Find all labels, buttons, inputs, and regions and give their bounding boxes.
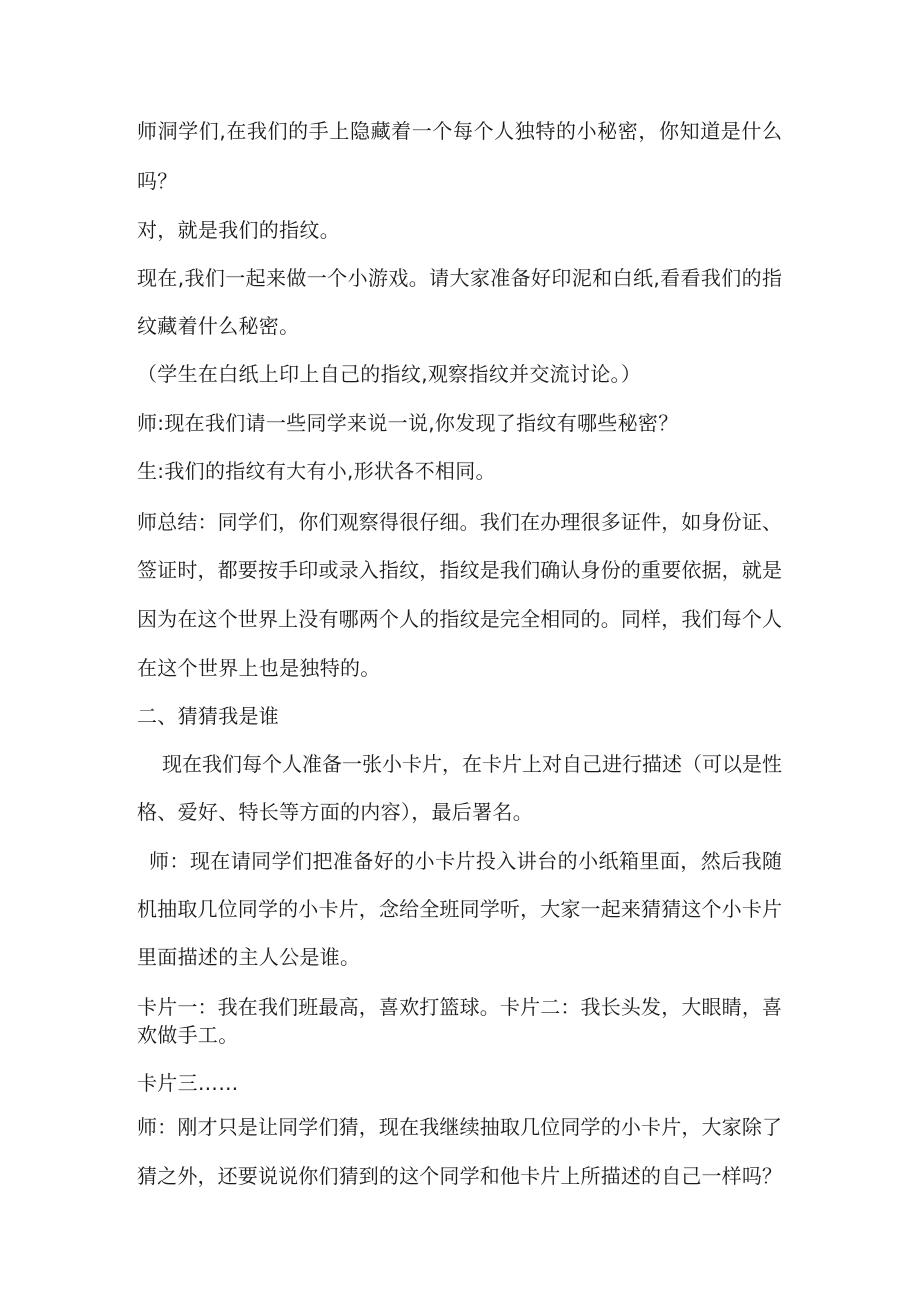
text-line: 格、爱好、特长等方面的内容），最后署名。 xyxy=(137,800,533,824)
text-line: 纹藏着什么秘密。 xyxy=(137,314,300,338)
text-line: 卡片三…… xyxy=(137,1071,239,1095)
text-line: 师总结：同学们，你们观察得很仔细。我们在办理很多证件，如身份证、 xyxy=(137,510,782,534)
text-line: 生:我们的指纹有大有小,形状各不相同。 xyxy=(137,459,496,483)
text-line: 卡片一：我在我们班最高，喜欢打篮球。卡片二：我长头发，大眼睛，喜 xyxy=(137,995,782,1019)
section-heading: 二、猜猜我是谁 xyxy=(137,704,280,728)
text-line: （学生在白纸上印上自己的指纹,观察指纹并交流讨论。） xyxy=(137,362,642,386)
text-line: 因为在这个世界上没有哪两个人的指纹是完全相同的。同样，我们每个人 xyxy=(137,607,782,631)
text-line: 里面描述的主人公是谁。 xyxy=(137,945,361,969)
text-line: 现在,我们一起来做一个小游戏。请大家准备好印泥和白纸,看看我们的指 xyxy=(137,266,782,290)
text-line: 师：现在请同学们把准备好的小卡片投入讲台的小纸箱里面，然后我随 xyxy=(149,849,782,873)
text-line: 师：刚才只是让同学们猜，现在我继续抽取几位同学的小卡片，大家除了 xyxy=(137,1115,782,1139)
text-line: 签证时，都要按手印或录入指纹，指纹是我们确认身份的重要依据，就是 xyxy=(137,558,782,582)
text-line: 对，就是我们的指纹。 xyxy=(137,218,340,242)
text-line: 师洞学们,在我们的手上隐藏着一个每个人独特的小秘密，你知道是什么 xyxy=(137,119,782,143)
text-line: 吗？ xyxy=(137,169,178,193)
text-line: 在这个世界上也是独特的。 xyxy=(137,656,381,680)
text-line: 欢做手工。 xyxy=(137,1023,239,1047)
text-line: 猜之外，还要说说你们猜到的这个同学和他卡片上所描述的自己一样吗？ xyxy=(137,1164,782,1188)
text-line: 机抽取几位同学的小卡片，念给全班同学听，大家一起来猜猜这个小卡片 xyxy=(137,897,782,921)
text-line: 现在我们每个人准备一张小卡片，在卡片上对自己进行描述（可以是性 xyxy=(162,752,782,776)
text-line: 师:现在我们请一些同学来说一说,你发现了指纹有哪些秘密？ xyxy=(137,411,679,435)
